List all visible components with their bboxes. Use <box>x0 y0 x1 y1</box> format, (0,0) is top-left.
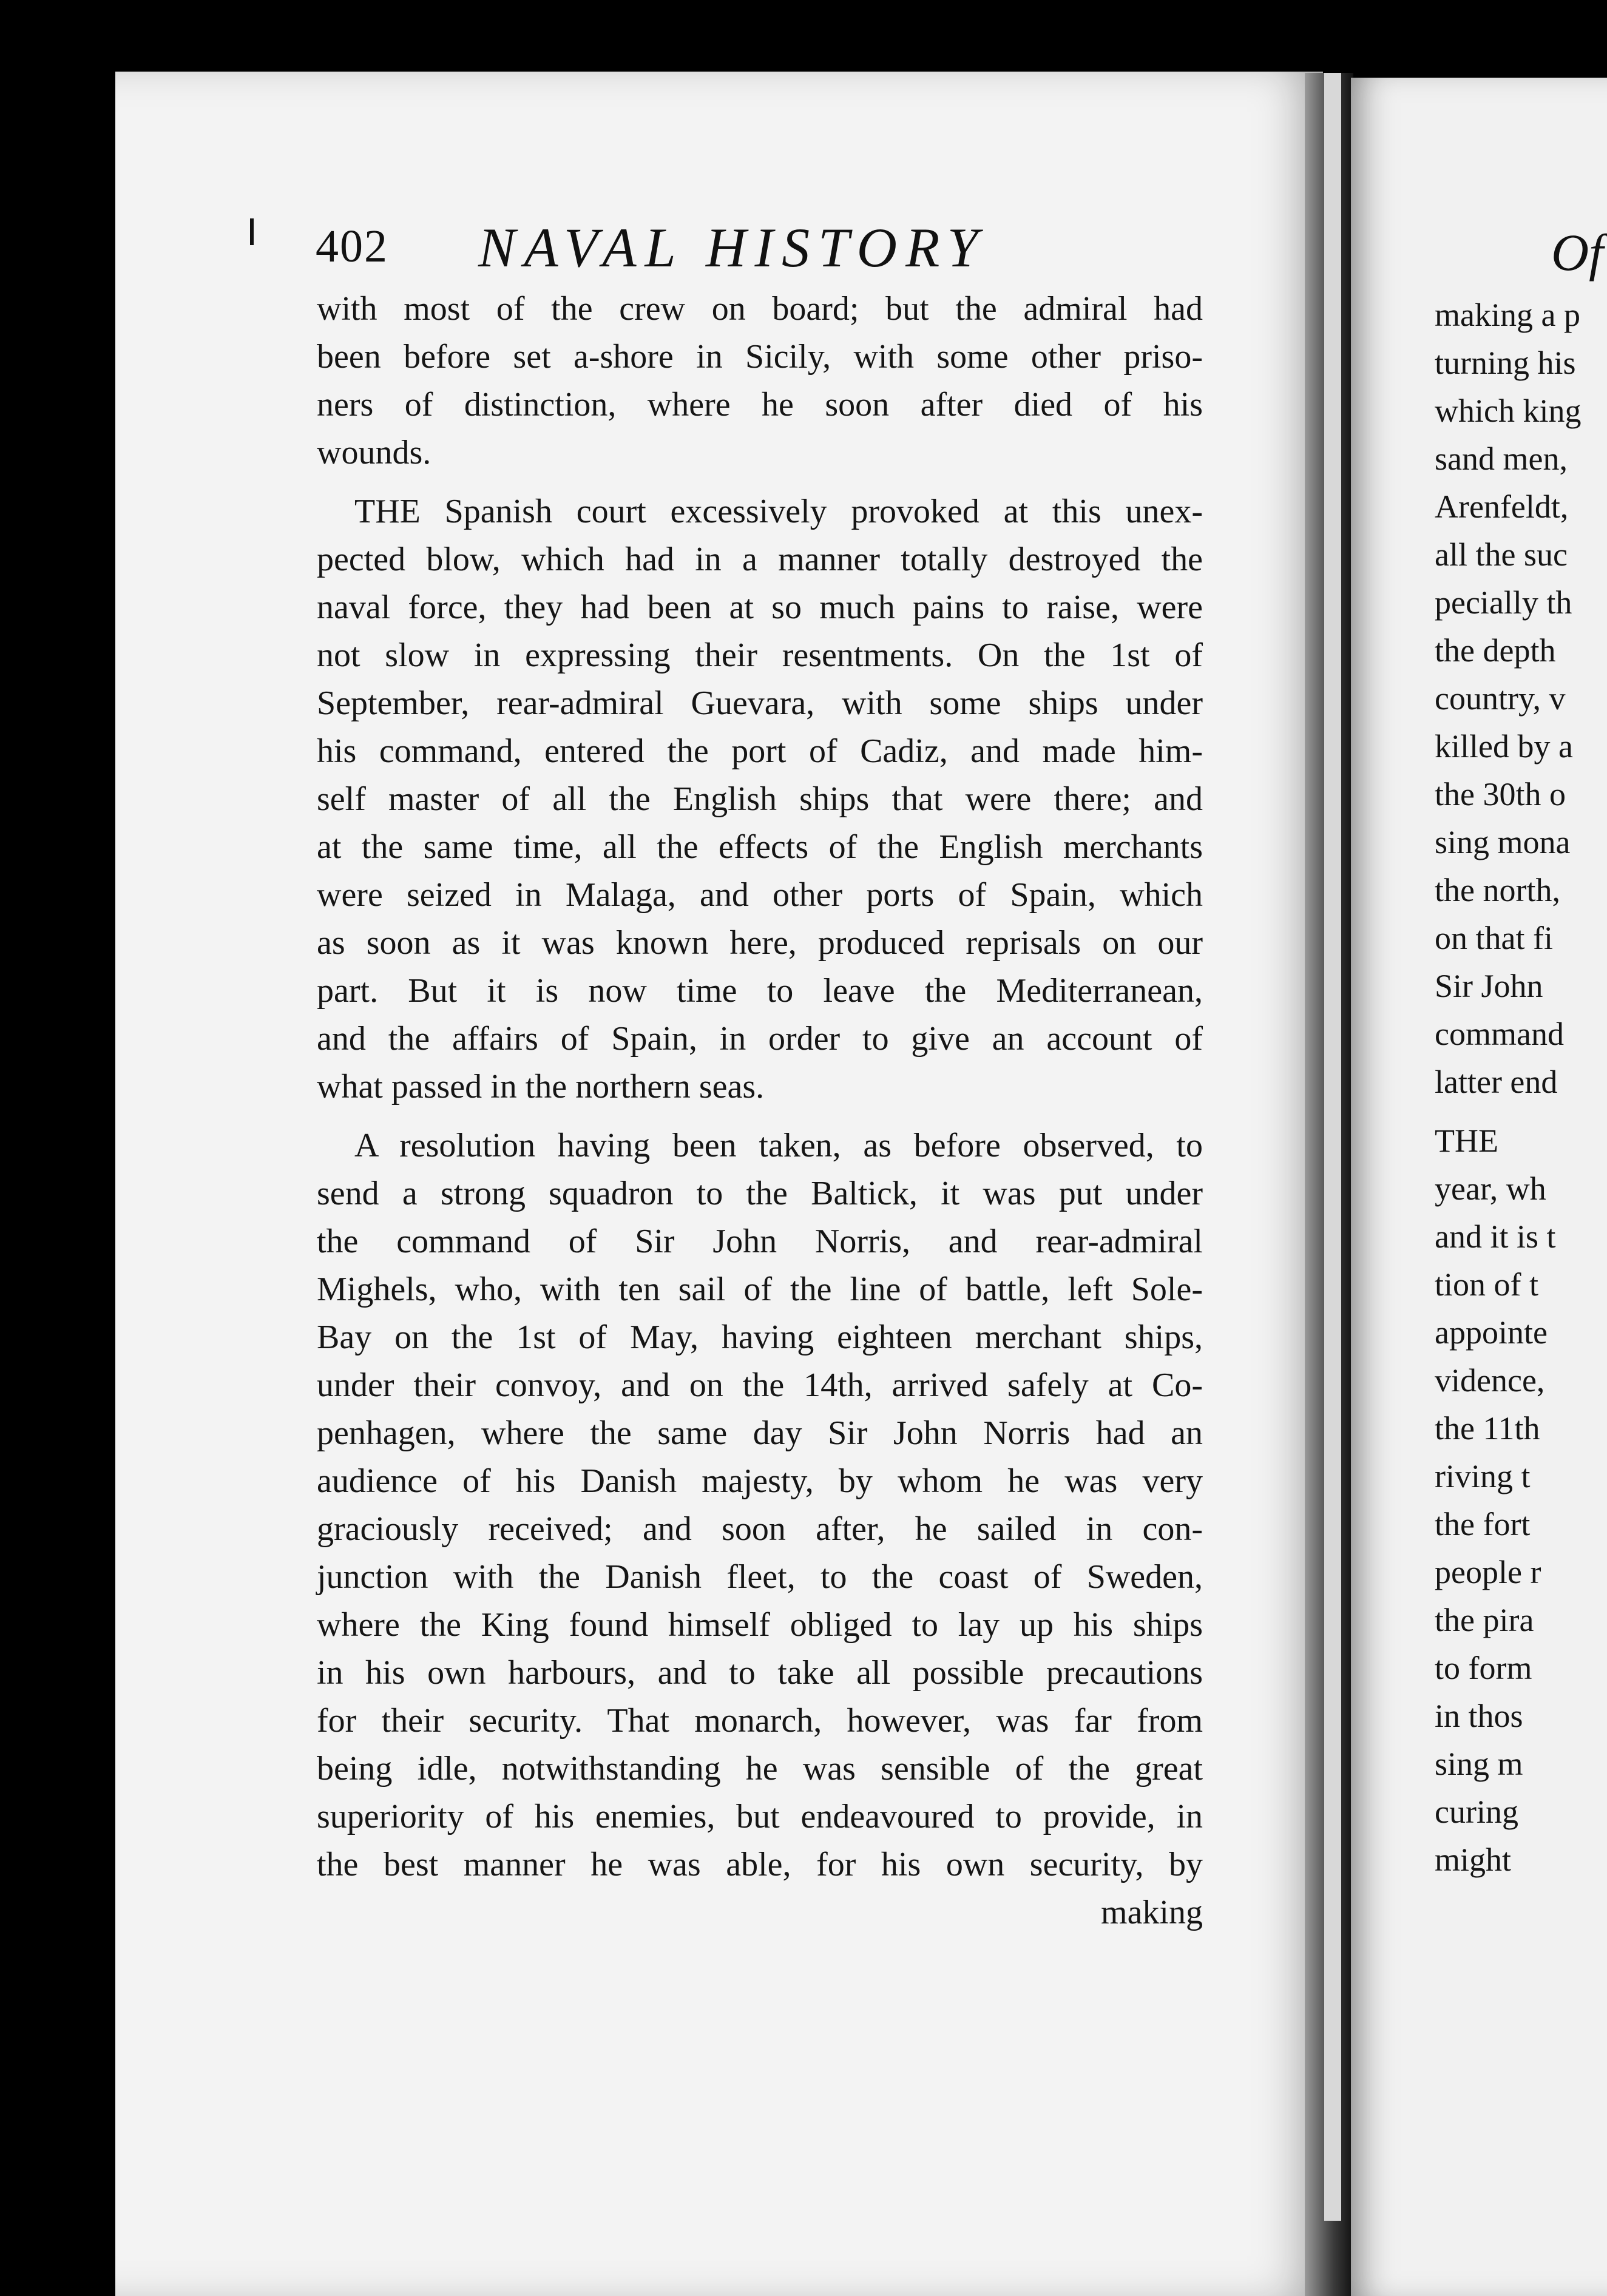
right-text-line: sand men, <box>1435 441 1568 477</box>
text-line: were seized in Malaga, and other ports of Spain, which <box>317 876 1203 914</box>
right-text-line: Sir John <box>1435 968 1543 1004</box>
right-text-line: the north, <box>1435 872 1560 908</box>
right-text-line: latter end <box>1435 1064 1558 1100</box>
text-line: junction with the Danish fleet, to the coast of Sweden, <box>317 1558 1203 1596</box>
text-line: part. But it is now time to leave the Mediterranean, <box>317 972 1203 1010</box>
text-line: his command, entered the port of Cadiz, and made him- <box>317 732 1203 770</box>
right-page <box>1351 78 1607 2296</box>
text-line: what passed in the northern seas. <box>317 1068 765 1106</box>
right-text-line: country, v <box>1435 680 1566 717</box>
text-line: being idle, notwithstanding he was sensible of the great <box>317 1750 1203 1788</box>
right-text-line: pecially th <box>1435 584 1572 621</box>
right-text-line: all the suc <box>1435 536 1568 573</box>
right-running-title: Of <box>1551 223 1603 282</box>
text-line: self master of all the English ships that were there; and <box>317 780 1203 818</box>
right-text-line: sing mona <box>1435 824 1571 860</box>
right-text-line: making a p <box>1435 297 1580 333</box>
text-line: the command of Sir John Norris, and rear-admiral <box>317 1223 1203 1260</box>
text-line: wounds. <box>317 434 431 471</box>
text-line: as soon as it was known here, produced reprisals on our <box>317 924 1203 962</box>
right-text-line: tion of t <box>1435 1266 1538 1303</box>
text-line: naval force, they had been at so much pains to raise, were <box>317 589 1203 626</box>
text-line: superiority of his enemies, but endeavoured to provide, in <box>317 1798 1203 1835</box>
right-text-line: sing m <box>1435 1746 1523 1782</box>
text-line: send a strong squadron to the Baltick, it was put under <box>317 1175 1203 1212</box>
right-text-line: might <box>1435 1842 1512 1878</box>
text-line: under their convoy, and on the 14th, arrived safely at Co- <box>317 1366 1203 1404</box>
right-text-line: which king <box>1435 393 1582 429</box>
right-text-line: to form <box>1435 1650 1532 1686</box>
right-text-line: killed by a <box>1435 728 1573 765</box>
text-line: audience of his Danish majesty, by whom he was very <box>317 1462 1203 1500</box>
right-text-line: vidence, <box>1435 1362 1545 1399</box>
text-line: penhagen, where the same day Sir John Norris had an <box>317 1414 1203 1452</box>
right-page-lines <box>1435 291 1581 1884</box>
right-text-line: the fort <box>1435 1506 1531 1542</box>
paragraph <box>317 1122 1203 1889</box>
right-text-line: the 30th o <box>1435 776 1566 812</box>
page-edge <box>1324 73 1341 2221</box>
running-title: NAVAL HISTORY <box>478 217 987 279</box>
right-text-line: year, wh <box>1435 1170 1546 1207</box>
right-text-line: the 11th <box>1435 1410 1540 1447</box>
text-line: pected blow, which had in a manner totally destroyed the <box>317 541 1203 578</box>
right-text-line: command <box>1435 1016 1564 1052</box>
right-text-line: riving t <box>1435 1458 1531 1494</box>
right-text-line: and it is t <box>1435 1218 1556 1255</box>
body-text <box>317 285 1203 1937</box>
right-text-line: THE <box>1435 1123 1498 1159</box>
paragraph <box>317 285 1203 477</box>
text-line: not slow in expressing their resentments. On the 1st of <box>317 636 1203 674</box>
right-text-line: the depth <box>1435 632 1556 669</box>
text-line: for their security. That monarch, however, was far from <box>317 1702 1203 1740</box>
text-line: A resolution having been taken, as before observed, to <box>354 1127 1203 1164</box>
catchword: making <box>1101 1894 1203 1931</box>
text-line: Bay on the 1st of May, having eighteen merchant ships, <box>317 1319 1203 1356</box>
text-line: been before set a-shore in Sicily, with some other priso- <box>317 338 1203 376</box>
paragraph <box>317 488 1203 1111</box>
text-line: at the same time, all the effects of the English merchants <box>317 828 1203 866</box>
text-line: September, rear-admiral Guevara, with some ships under <box>317 684 1203 722</box>
text-line: the best manner he was able, for his own security, by <box>317 1846 1203 1883</box>
text-line: where the King found himself obliged to lay up his ships <box>317 1606 1203 1644</box>
right-text-line: Arenfeldt, <box>1435 488 1569 525</box>
text-line: Mighels, who, with ten sail of the line of battle, left Sole- <box>317 1271 1203 1308</box>
right-text-line: in thos <box>1435 1698 1523 1734</box>
right-text-line: curing <box>1435 1794 1518 1830</box>
text-line: ners of distinction, where he soon after died of his <box>317 386 1203 424</box>
right-text-line: appointe <box>1435 1314 1548 1351</box>
running-head <box>316 215 1262 288</box>
right-text-line: turning his <box>1435 345 1576 381</box>
right-text-line: the pira <box>1435 1602 1534 1638</box>
margin-mark <box>250 218 254 245</box>
text-line: in his own harbours, and to take all possible precautions <box>317 1654 1203 1692</box>
text-line: THE Spanish court excessively provoked at this unex- <box>354 493 1203 530</box>
text-line: with most of the crew on board; but the admiral had <box>317 290 1203 328</box>
text-line: graciously received; and soon after, he sailed in con- <box>317 1510 1203 1548</box>
right-text-line: on that fi <box>1435 920 1553 956</box>
right-text-line: people r <box>1435 1554 1541 1590</box>
page-number: 402 <box>316 221 388 272</box>
text-line: and the affairs of Spain, in order to give an account of <box>317 1020 1203 1058</box>
